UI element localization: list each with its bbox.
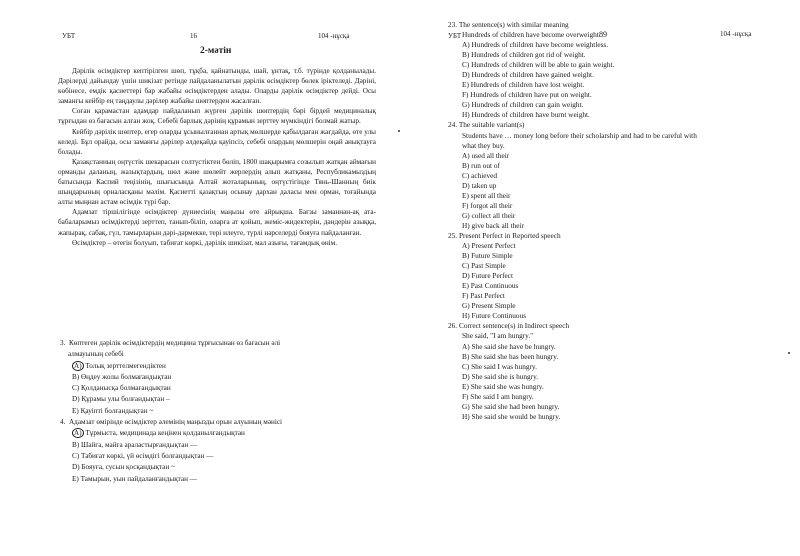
scan-dot [788,352,790,354]
q24-option-e[interactable]: E) spent all their [462,190,511,200]
q4-option-c[interactable]: C) Табиғат көркі, үй өсімдігі болғандықтан — [72,451,214,460]
question-23-prompt: Hundreds of children have become overweight. [462,30,601,40]
right-questions [448,20,697,422]
q4-option-d[interactable]: D) Бояуға, сусын қосқандықтан ~ [72,463,175,472]
q25-option-h[interactable]: H) Future Continuous [462,311,527,321]
q3-option-c[interactable]: C) Қолданысқа болмағандықтан [72,384,171,393]
q3-option-b[interactable]: B) Өңдеу жолы болмағандықтан [72,372,172,381]
question-24-prompt-2: what they buy. [462,140,505,150]
right-header-right: 104 -нұсқа [720,30,752,38]
reading-text [58,66,376,248]
right-header-left: УБТ [448,32,462,40]
q24-option-h[interactable]: H) give back all their [462,220,524,230]
q25-option-d[interactable]: D) Future Perfect [462,271,514,281]
left-header-right: 104 -нұсқа [318,32,350,40]
q4-option-b[interactable]: B) Шайға, майға араластырғандықтан — [72,440,198,449]
question-23: 23. The sentence(s) with similar meaning [448,20,569,29]
question-26: 26. Correct sentence(s) in Indirect speech [448,321,570,331]
handwritten-mark: — [189,474,197,483]
q3-option-e[interactable]: E) Қауіпті болғандықтан ~ [72,406,154,415]
q26-option-d[interactable]: D) She said she is hungry. [462,371,539,381]
q23-option-g[interactable]: G) Hundreds of children can gain weight. [462,100,584,110]
q26-option-a[interactable]: A) She said she have be hungry. [462,341,556,351]
handwritten-mark: – [166,395,170,404]
q24-option-f[interactable]: F) forgot all their [462,200,513,210]
q26-option-e[interactable]: E) She said she was hungry. [462,381,544,391]
q4-option-e[interactable]: E) Тамырын, уын пайдаланғандықтан — [72,474,197,483]
paragraph-6: Өсімдіктер – өтеғін болуып, табиғат көркі, дәрілік шикізат, мал азығы, тағамдық өнім. [72,238,338,247]
paragraph-5: Адамзат тіршілігінде өсімдіктер дүниесінің маңызы өте айрықша. Бағзы заманнан-ақ ата-бабаларымыз өсімдіктерді зерттеп, танып-біліп, оларға ат қойып, жеміс-жидектерін, дәндерін азыққа, жапырақ, сабақ, гүл, тамырларын дәрі-дәрмекке, тері илеуге, түрлі нәрселерді бояуға пайдаланған. [58,208,376,237]
left-header-left: УБТ [62,32,76,40]
q24-option-c[interactable]: C) achieved [462,170,498,180]
q4-option-a[interactable]: A) Тұрмыста, медицинада кеңінен қолданылғандықтан [74,429,245,438]
q25-option-e[interactable]: E) Past Continuous [462,281,519,291]
left-page-number: 16 [190,32,197,40]
q24-option-d[interactable]: D) taken up [462,180,497,190]
q23-option-d[interactable]: D) Hundreds of children have gained weight. [462,70,594,80]
q26-option-g[interactable]: G) She said she had been hungry. [462,401,560,411]
q3-option-d[interactable]: D) Құрамы улы болғандықтан – [72,395,170,404]
handwritten-mark: ~ [149,406,154,415]
q23-option-b[interactable]: B) Hundreds of children got rid of weight. [462,50,586,60]
q23-option-a[interactable]: A) Hundreds of children have become weightless. [462,40,609,50]
handwritten-mark: — [206,451,214,460]
question-3 [60,338,282,485]
q24-option-a[interactable]: A) used all their [462,150,510,160]
paragraph-3: Кейбір дәрілік шөптер, егер оларды ұсынылғаннан артық мөлшерде қабылдаған жағдайда, өте улы келеді. Бұл орайда, осы заманғы дәрілер әлдеқайда қауіпсіз, себебі олардың мөлшерін оңай анықтауға болады. [58,127,376,156]
question-25: 25. Present Perfect in Reported speech [448,230,561,240]
q23-option-h[interactable]: H) Hundreds of children have burnt weight. [462,110,590,120]
q26-option-f[interactable]: F) She said I am hungry. [462,391,534,401]
q3-option-a[interactable]: A) Толық зерттелмегендіктен [74,361,166,370]
q25-option-a[interactable]: A) Present Perfect [462,241,516,251]
q25-option-b[interactable]: B) Future Simple [462,251,513,261]
question-4-line1: 4. Адамзат өмірінде өсімдіктер әлемінің маңызды орын алуының мәнісі [60,418,283,427]
question-26-prompt: She said, "I am hungry." [462,331,534,341]
q25-option-f[interactable]: F) Past Perfect [462,291,505,301]
q23-option-e[interactable]: E) Hundreds of children have lost weight. [462,80,585,90]
scan-dot [398,130,400,132]
q23-option-f[interactable]: F) Hundreds of children have put on weight. [462,90,592,100]
question-24-prompt-1: Students have … money long before their scholarship and had to be careful with [462,130,697,140]
q24-option-g[interactable]: G) collect all their [462,210,516,220]
paragraph-1: Дәрілік өсімдіктер кептірілген шөп, тұқба, қайнатынды, шай, ұнтақ, т.б. түрінде қолданылады. Дәрілерді дайындау үшін шикізат ретінде пайдаланылатын дәрілік өсімдіктер бөлек іріктеледі. Дәріні, көбінесе, емдік қасиеттері бар жабайы өсімдіктерден алады. Оларды дәрілік өсімдіктер дейді. Осы заманғы кейбір ең таңдаулы дәрілер жабайы шөптерден жасалған. [58,67,376,106]
paragraph-2: Соған қарамастан адамдар пайдаланып жүрген дәрілік шөптердің бәрі бірдей медициналық тұрғыдан өз бағасын алған жоқ. Себебі барлық дәрінің құрамын зерттеу мүмкіндігі болмай жатыр. [58,107,376,126]
q25-option-g[interactable]: G) Present Simple [462,301,516,311]
paragraph-4: Қазақстанның оңтүстік шекарасын солтүстіктен бөліп, 1800 шақырымға созылып жатқан аймағын орманды даланың, жазықтардың, шөл және шөлейт жерлердің алып жатқаны, Республикамыздың батысында Каспий теңізінің, шығысында Алтай жоталарының, оңтүстігінде Тянь-Шанның биік шыңдарының орналасқаны мәлім. Қасиетті қазақтың осынау дархан даласы мен орман, тоғайында алты мыңнан астам өсімдік түрі бар. [58,157,376,207]
right-page-number: 89 [599,30,607,39]
q25-option-c[interactable]: C) Past Simple [462,261,506,271]
q26-option-b[interactable]: B) She said she has been hungry. [462,351,559,361]
question-3-line2: алмауының себебі [68,350,124,359]
q26-option-h[interactable]: H) She said she would be hungry. [462,411,561,421]
q23-option-c[interactable]: C) Hundreds of children will be able to gain weight. [462,60,615,70]
question-3-line1: 3. Көптеген дәрілік өсімдіктердің медицина тұрғысынан өз бағасын әлі [60,339,281,347]
text-title: 2-мәтін [200,46,232,56]
q26-option-c[interactable]: C) She said I was hungry. [462,361,537,371]
handwritten-mark: ~ [170,463,175,472]
handwritten-mark: — [190,440,198,449]
question-24: 24. The suitable variant(s) [448,120,525,130]
q24-option-b[interactable]: B) run out of [462,160,500,170]
